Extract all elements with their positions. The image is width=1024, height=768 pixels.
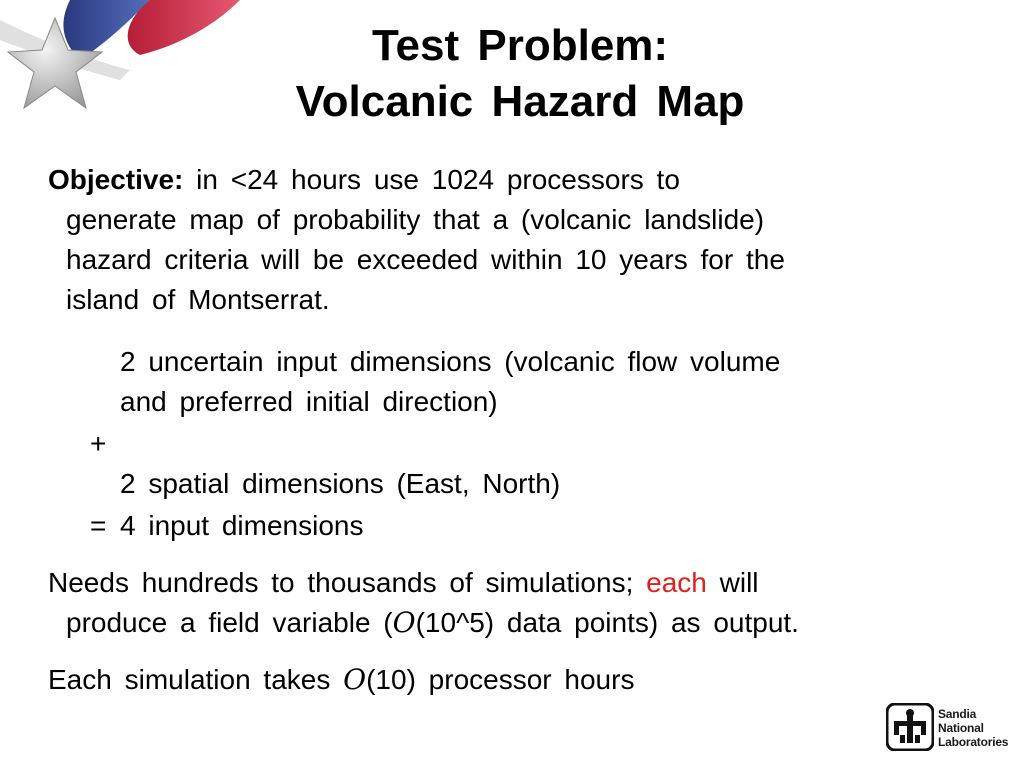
sandia-line-3: Laboratories: [938, 735, 1009, 749]
sandia-wordmark: [938, 707, 1008, 749]
needs-line-2-pre: produce a field variable (: [66, 607, 393, 638]
objective-line-2: generate map of probability that a (volcanic landslide): [66, 204, 765, 235]
objective-label: Objective:: [48, 164, 184, 195]
title-line-1: Test Problem:: [371, 21, 669, 70]
each-sim-post: (10) processor hours: [366, 664, 635, 695]
big-o-symbol: O: [392, 606, 416, 639]
needs-line-2-post: (10^5) data points) as output.: [415, 607, 799, 638]
slide-title: [200, 18, 840, 130]
dimensions-line-2: and preferred initial direction): [120, 386, 498, 417]
title-line-2: Volcanic Hazard Map: [295, 77, 745, 126]
objective-paragraph: [48, 160, 978, 320]
each-simulation-paragraph: [48, 660, 634, 700]
thunderbird-icon: [886, 703, 934, 751]
needs-line-1-post: will: [706, 567, 759, 598]
needs-line-1-pre: Needs hundreds to thousands of simulations;: [48, 567, 647, 598]
objective-line-1: in <24 hours use 1024 processors to: [183, 164, 680, 195]
dimensions-line-1: 2 uncertain input dimensions (volcanic flow volume: [120, 346, 781, 377]
sandia-line-1: Sandia: [938, 707, 977, 721]
objective-line-3: hazard criteria will be exceeded within 10 years for the: [66, 244, 785, 275]
objective-line-4: island of Montserrat.: [66, 284, 330, 315]
sandia-line-2: National: [938, 721, 984, 735]
each-sim-pre: Each simulation takes: [48, 664, 344, 695]
dimensions-line-3: 2 spatial dimensions (East, North): [120, 468, 561, 499]
plus-sign: +: [90, 428, 107, 459]
equals-sign: =: [90, 510, 107, 541]
big-o-symbol-2: O: [343, 663, 367, 696]
needs-paragraph: [48, 563, 998, 643]
sandia-national-laboratories-logo: [886, 703, 1016, 759]
each-highlight: each: [646, 567, 707, 598]
dimensions-line-4: 4 input dimensions: [120, 510, 364, 541]
